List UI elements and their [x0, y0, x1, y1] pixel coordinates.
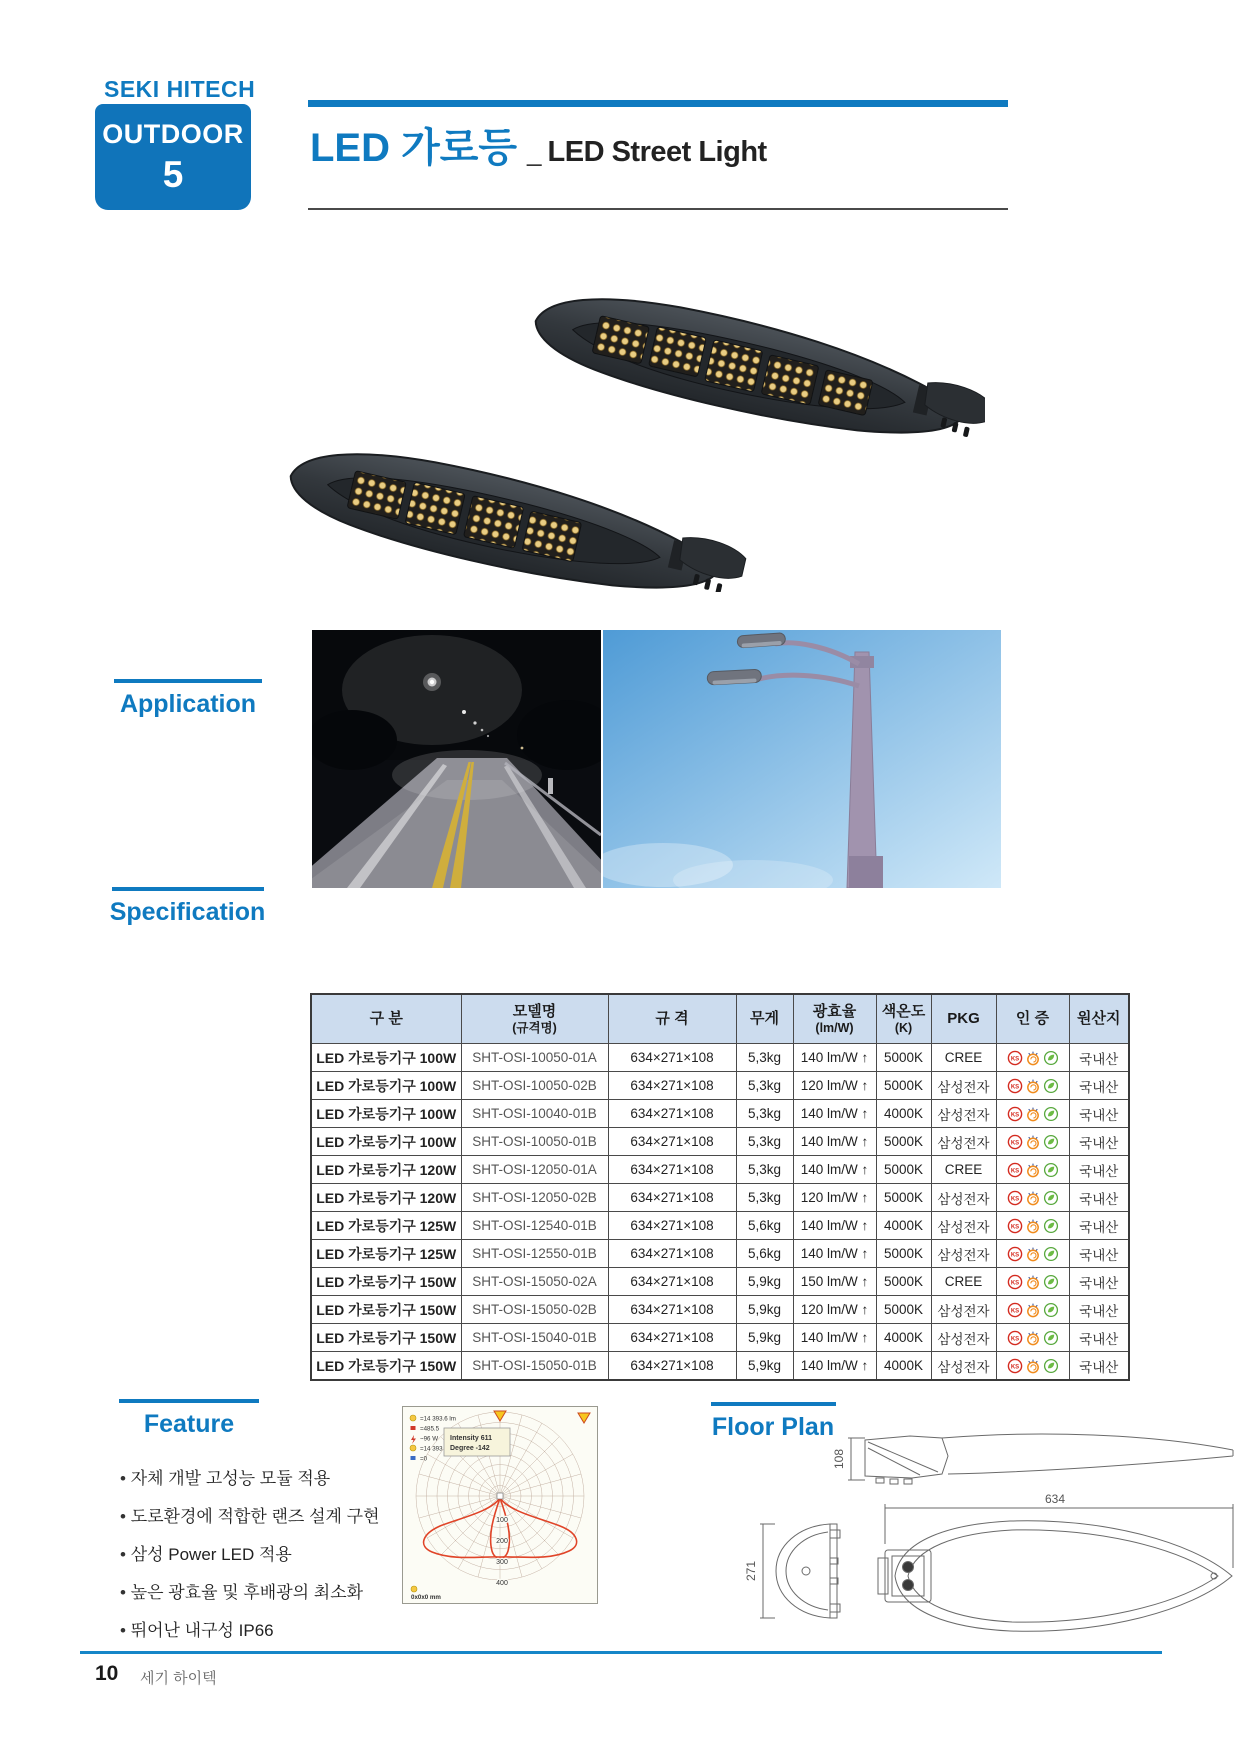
cell-pkg: 삼성전자 [931, 1184, 996, 1212]
category-badge [95, 104, 251, 210]
certification-icons [1007, 1218, 1059, 1234]
ks-mark-icon [1007, 1134, 1023, 1150]
svg-text:KS: KS [1010, 1280, 1019, 1287]
cell-model: SHT-OSI-12550-01B [461, 1240, 608, 1268]
section-bar [711, 1402, 836, 1406]
eco-mark-icon [1043, 1246, 1059, 1262]
certification-icons [1007, 1190, 1059, 1206]
eco-mark-icon [1043, 1162, 1059, 1178]
cell-cct: 5000K [876, 1156, 931, 1184]
eco-mark-icon [1043, 1302, 1059, 1318]
eco-mark-icon [1043, 1218, 1059, 1234]
cell-origin: 국내산 [1069, 1156, 1129, 1184]
column-header: 원산지 [1069, 994, 1129, 1044]
energy-mark-icon [1025, 1106, 1041, 1122]
ring-label: 200 [496, 1538, 508, 1545]
energy-mark-icon [1025, 1134, 1041, 1150]
svg-text:KS: KS [1010, 1224, 1019, 1231]
column-header: 무게 [736, 994, 793, 1044]
eco-mark-icon [1043, 1330, 1059, 1346]
cell-weight: 5,3kg [736, 1100, 793, 1128]
spec-table-body [311, 1044, 1129, 1381]
eco-mark-icon [1043, 1078, 1059, 1094]
energy-mark-icon [1025, 1050, 1041, 1066]
cell-certifications [996, 1296, 1069, 1324]
category-number: 5 [162, 154, 184, 195]
column-header: 구 분 [311, 994, 461, 1044]
cell-pkg: CREE [931, 1156, 996, 1184]
ks-mark-icon [1007, 1358, 1023, 1374]
section-application [98, 679, 278, 719]
feature-item: • 삼성 Power LED 적용 [120, 1536, 380, 1574]
cell-name: LED 가로등기구 150W [311, 1352, 461, 1381]
floor-plan-drawing [680, 1428, 1241, 1640]
cell-weight: 5,3kg [736, 1044, 793, 1072]
cell-efficacy: 140 lm/W ↑ [793, 1128, 876, 1156]
cell-model: SHT-OSI-12050-02B [461, 1184, 608, 1212]
cell-certifications [996, 1156, 1069, 1184]
ks-mark-icon [1007, 1274, 1023, 1290]
section-title: Floor Plan [711, 1413, 835, 1441]
energy-mark-icon [1025, 1302, 1041, 1318]
cell-name: LED 가로등기구 125W [311, 1240, 461, 1268]
table-row [311, 1100, 1129, 1128]
svg-text:KS: KS [1010, 1112, 1019, 1119]
cell-certifications [996, 1268, 1069, 1296]
cell-name: LED 가로등기구 150W [311, 1296, 461, 1324]
feature-item: • 높은 광효율 및 후배광의 최소화 [120, 1574, 380, 1612]
cell-pkg: 삼성전자 [931, 1324, 996, 1352]
cell-cct: 4000K [876, 1212, 931, 1240]
column-header: 모델명 (규격명) [461, 994, 608, 1044]
cell-size: 634×271×108 [608, 1268, 736, 1296]
feature-list [120, 1460, 380, 1650]
cell-name: LED 가로등기구 150W [311, 1268, 461, 1296]
section-specification [95, 887, 280, 927]
column-header: 인 증 [996, 994, 1069, 1044]
cell-certifications [996, 1072, 1069, 1100]
legend-line: ~96 W [420, 1435, 439, 1443]
cell-cct: 5000K [876, 1184, 931, 1212]
table-row [311, 1296, 1129, 1324]
cell-size: 634×271×108 [608, 1324, 736, 1352]
cell-size: 634×271×108 [608, 1240, 736, 1268]
feature-item: • 뛰어난 내구성 IP66 [120, 1612, 380, 1650]
cell-weight: 5,3kg [736, 1156, 793, 1184]
legend-line: =14 393.6 lm [420, 1415, 456, 1423]
cell-certifications [996, 1100, 1069, 1128]
cell-name: LED 가로등기구 120W [311, 1156, 461, 1184]
cell-efficacy: 140 lm/W ↑ [793, 1212, 876, 1240]
cell-size: 634×271×108 [608, 1352, 736, 1381]
certification-icons [1007, 1106, 1059, 1122]
certification-icons [1007, 1246, 1059, 1262]
table-row [311, 1184, 1129, 1212]
cell-origin: 국내산 [1069, 1100, 1129, 1128]
title-english: LED Street Light [547, 136, 767, 168]
photometric-diagram [402, 1406, 598, 1604]
specification-table [310, 993, 1130, 1381]
cell-efficacy: 140 lm/W ↑ [793, 1352, 876, 1381]
brand-text: SEKI HITECH [104, 76, 256, 102]
ks-mark-icon [1007, 1078, 1023, 1094]
ks-mark-icon [1007, 1190, 1023, 1206]
energy-mark-icon [1025, 1330, 1041, 1346]
application-photo-street-pole [603, 630, 1001, 888]
cell-weight: 5,9kg [736, 1352, 793, 1381]
cell-efficacy: 150 lm/W ↑ [793, 1268, 876, 1296]
section-bar [119, 1399, 259, 1403]
ring-label: 400 [496, 1580, 508, 1587]
section-title: Feature [143, 1410, 235, 1438]
ks-mark-icon [1007, 1106, 1023, 1122]
certification-icons [1007, 1274, 1059, 1290]
table-row [311, 1156, 1129, 1184]
application-photo-night-road [312, 630, 601, 888]
table-row [311, 1324, 1129, 1352]
cell-pkg: CREE [931, 1044, 996, 1072]
ks-mark-icon [1007, 1050, 1023, 1066]
cell-efficacy: 120 lm/W ↑ [793, 1296, 876, 1324]
intensity-tooltip [444, 1428, 510, 1456]
cell-certifications [996, 1212, 1069, 1240]
cell-name: LED 가로등기구 100W [311, 1128, 461, 1156]
cell-pkg: 삼성전자 [931, 1128, 996, 1156]
svg-text:KS: KS [1010, 1056, 1019, 1063]
side-view-drawing [848, 1434, 1233, 1484]
cell-efficacy: 140 lm/W ↑ [793, 1156, 876, 1184]
cell-cct: 5000K [876, 1128, 931, 1156]
cell-origin: 국내산 [1069, 1240, 1129, 1268]
certification-icons [1007, 1050, 1059, 1066]
page-title [310, 116, 767, 173]
section-title: Specification [109, 898, 266, 926]
cell-cct: 5000K [876, 1268, 931, 1296]
cell-model: SHT-OSI-10040-01B [461, 1100, 608, 1128]
cell-certifications [996, 1044, 1069, 1072]
cell-certifications [996, 1324, 1069, 1352]
certification-icons [1007, 1134, 1059, 1150]
energy-mark-icon [1025, 1246, 1041, 1262]
svg-text:KS: KS [1010, 1336, 1019, 1343]
cell-weight: 5,9kg [736, 1324, 793, 1352]
cell-size: 634×271×108 [608, 1212, 736, 1240]
energy-mark-icon [1025, 1274, 1041, 1290]
ks-mark-icon [1007, 1302, 1023, 1318]
cell-size: 634×271×108 [608, 1072, 736, 1100]
cell-weight: 5,6kg [736, 1212, 793, 1240]
cell-model: SHT-OSI-10050-01A [461, 1044, 608, 1072]
table-row [311, 1268, 1129, 1296]
cell-origin: 국내산 [1069, 1072, 1129, 1100]
cell-weight: 5,9kg [736, 1268, 793, 1296]
eco-mark-icon [1043, 1274, 1059, 1290]
ring-label: 300 [496, 1559, 508, 1566]
ks-mark-icon [1007, 1162, 1023, 1178]
table-row [311, 1240, 1129, 1268]
cell-origin: 국내산 [1069, 1352, 1129, 1381]
cell-cct: 4000K [876, 1324, 931, 1352]
svg-text:KS: KS [1010, 1084, 1019, 1091]
top-view-drawing [878, 1504, 1233, 1631]
footer-company: 세기 하이텍 [140, 1670, 217, 1687]
eco-mark-icon [1043, 1358, 1059, 1374]
eco-mark-icon [1043, 1134, 1059, 1150]
ks-mark-icon [1007, 1330, 1023, 1346]
column-header: 색온도 (K) [876, 994, 931, 1044]
cell-efficacy: 120 lm/W ↑ [793, 1184, 876, 1212]
section-feature [108, 1399, 270, 1439]
spec-table-header-row [311, 994, 1129, 1044]
page-number: 10 [95, 1662, 119, 1685]
energy-mark-icon [1025, 1190, 1041, 1206]
footer-rule [80, 1651, 1162, 1654]
certification-icons [1007, 1078, 1059, 1094]
certification-icons [1007, 1330, 1059, 1346]
tooltip-degree: Degree -142 [450, 1445, 490, 1452]
cell-pkg: 삼성전자 [931, 1240, 996, 1268]
energy-mark-icon [1025, 1078, 1041, 1094]
cell-cct: 4000K [876, 1100, 931, 1128]
ring-label: 100 [496, 1517, 508, 1524]
cell-model: SHT-OSI-12540-01B [461, 1212, 608, 1240]
svg-text:KS: KS [1010, 1168, 1019, 1175]
cell-weight: 5,3kg [736, 1128, 793, 1156]
column-header: 광효율 (lm/W) [793, 994, 876, 1044]
title-bottom-rule [308, 208, 1008, 210]
diagram-caption: 0x0x0 mm [411, 1594, 441, 1601]
tooltip-intensity: Intensity 611 [450, 1435, 493, 1442]
certification-icons [1007, 1358, 1059, 1374]
energy-mark-icon [1025, 1358, 1041, 1374]
svg-text:KS: KS [1010, 1140, 1019, 1147]
table-row [311, 1044, 1129, 1072]
dim-label-length: 634 [1044, 1492, 1066, 1506]
feature-item: • 자체 개발 고성능 모듈 적용 [120, 1460, 380, 1498]
ks-mark-icon [1007, 1218, 1023, 1234]
legend-line: =14 393 [420, 1445, 443, 1453]
cell-pkg: 삼성전자 [931, 1072, 996, 1100]
legend-line: =485.5 [420, 1425, 440, 1433]
cell-name: LED 가로등기구 120W [311, 1184, 461, 1212]
cell-origin: 국내산 [1069, 1184, 1129, 1212]
table-row [311, 1072, 1129, 1100]
cell-origin: 국내산 [1069, 1324, 1129, 1352]
cell-efficacy: 140 lm/W ↑ [793, 1240, 876, 1268]
eco-mark-icon [1043, 1190, 1059, 1206]
cell-size: 634×271×108 [608, 1296, 736, 1324]
cell-size: 634×271×108 [608, 1128, 736, 1156]
dim-label-width: 271 [744, 1560, 758, 1582]
cell-pkg: 삼성전자 [931, 1212, 996, 1240]
certification-icons [1007, 1302, 1059, 1318]
svg-text:KS: KS [1010, 1308, 1019, 1315]
table-row [311, 1212, 1129, 1240]
cell-origin: 국내산 [1069, 1044, 1129, 1072]
street-light-fixture-bottom [285, 430, 751, 592]
cell-model: SHT-OSI-15050-02B [461, 1296, 608, 1324]
cell-pkg: CREE [931, 1268, 996, 1296]
category-label: OUTDOOR [102, 119, 244, 149]
cell-size: 634×271×108 [608, 1100, 736, 1128]
cell-origin: 국내산 [1069, 1128, 1129, 1156]
table-row [311, 1128, 1129, 1156]
title-top-rule [308, 100, 1008, 107]
product-image [285, 232, 985, 592]
cell-weight: 5,3kg [736, 1072, 793, 1100]
cell-size: 634×271×108 [608, 1156, 736, 1184]
ks-mark-icon [1007, 1246, 1023, 1262]
street-light-fixture-top [526, 275, 985, 465]
cell-model: SHT-OSI-12050-01A [461, 1156, 608, 1184]
energy-mark-icon [1025, 1218, 1041, 1234]
table-row [311, 1352, 1129, 1381]
cell-size: 634×271×108 [608, 1044, 736, 1072]
dim-label-height: 108 [832, 1448, 846, 1470]
svg-text:KS: KS [1010, 1252, 1019, 1259]
bulb-icon [411, 1586, 417, 1592]
certification-icons [1007, 1162, 1059, 1178]
energy-mark-icon [1025, 1162, 1041, 1178]
cell-cct: 5000K [876, 1044, 931, 1072]
cell-certifications [996, 1240, 1069, 1268]
cell-origin: 국내산 [1069, 1268, 1129, 1296]
cell-efficacy: 140 lm/W ↑ [793, 1324, 876, 1352]
cell-certifications [996, 1128, 1069, 1156]
cell-certifications [996, 1184, 1069, 1212]
svg-text:KS: KS [1010, 1364, 1019, 1371]
cell-certifications [996, 1352, 1069, 1381]
cell-name: LED 가로등기구 100W [311, 1044, 461, 1072]
feature-item: • 도로환경에 적합한 랜즈 설계 구현 [120, 1498, 380, 1536]
cell-pkg: 삼성전자 [931, 1100, 996, 1128]
cell-weight: 5,6kg [736, 1240, 793, 1268]
cell-cct: 5000K [876, 1072, 931, 1100]
cell-model: SHT-OSI-10050-02B [461, 1072, 608, 1100]
eco-mark-icon [1043, 1106, 1059, 1122]
cell-pkg: 삼성전자 [931, 1352, 996, 1381]
end-view-drawing [760, 1524, 840, 1618]
section-title: Application [119, 690, 257, 718]
title-korean: LED 가로등 [310, 126, 518, 170]
cell-model: SHT-OSI-15040-01B [461, 1324, 608, 1352]
legend-line: =0 [420, 1455, 428, 1463]
section-bar [114, 679, 262, 683]
cell-efficacy: 140 lm/W ↑ [793, 1100, 876, 1128]
svg-text:KS: KS [1010, 1196, 1019, 1203]
title-separator: _ [527, 137, 542, 167]
cell-model: SHT-OSI-15050-02A [461, 1268, 608, 1296]
cell-name: LED 가로등기구 100W [311, 1100, 461, 1128]
eco-mark-icon [1043, 1050, 1059, 1066]
cell-name: LED 가로등기구 125W [311, 1212, 461, 1240]
column-header: 규 격 [608, 994, 736, 1044]
cell-model: SHT-OSI-15050-01B [461, 1352, 608, 1381]
cell-name: LED 가로등기구 100W [311, 1072, 461, 1100]
cell-efficacy: 120 lm/W ↑ [793, 1072, 876, 1100]
cell-cct: 5000K [876, 1296, 931, 1324]
cell-cct: 4000K [876, 1352, 931, 1381]
cell-origin: 국내산 [1069, 1296, 1129, 1324]
cell-model: SHT-OSI-10050-01B [461, 1128, 608, 1156]
cell-name: LED 가로등기구 150W [311, 1324, 461, 1352]
cell-efficacy: 140 lm/W ↑ [793, 1044, 876, 1072]
cell-weight: 5,3kg [736, 1184, 793, 1212]
cell-origin: 국내산 [1069, 1212, 1129, 1240]
cell-weight: 5,9kg [736, 1296, 793, 1324]
column-header: PKG [931, 994, 996, 1044]
cell-pkg: 삼성전자 [931, 1296, 996, 1324]
section-bar [112, 887, 264, 891]
cell-size: 634×271×108 [608, 1184, 736, 1212]
cell-cct: 5000K [876, 1240, 931, 1268]
